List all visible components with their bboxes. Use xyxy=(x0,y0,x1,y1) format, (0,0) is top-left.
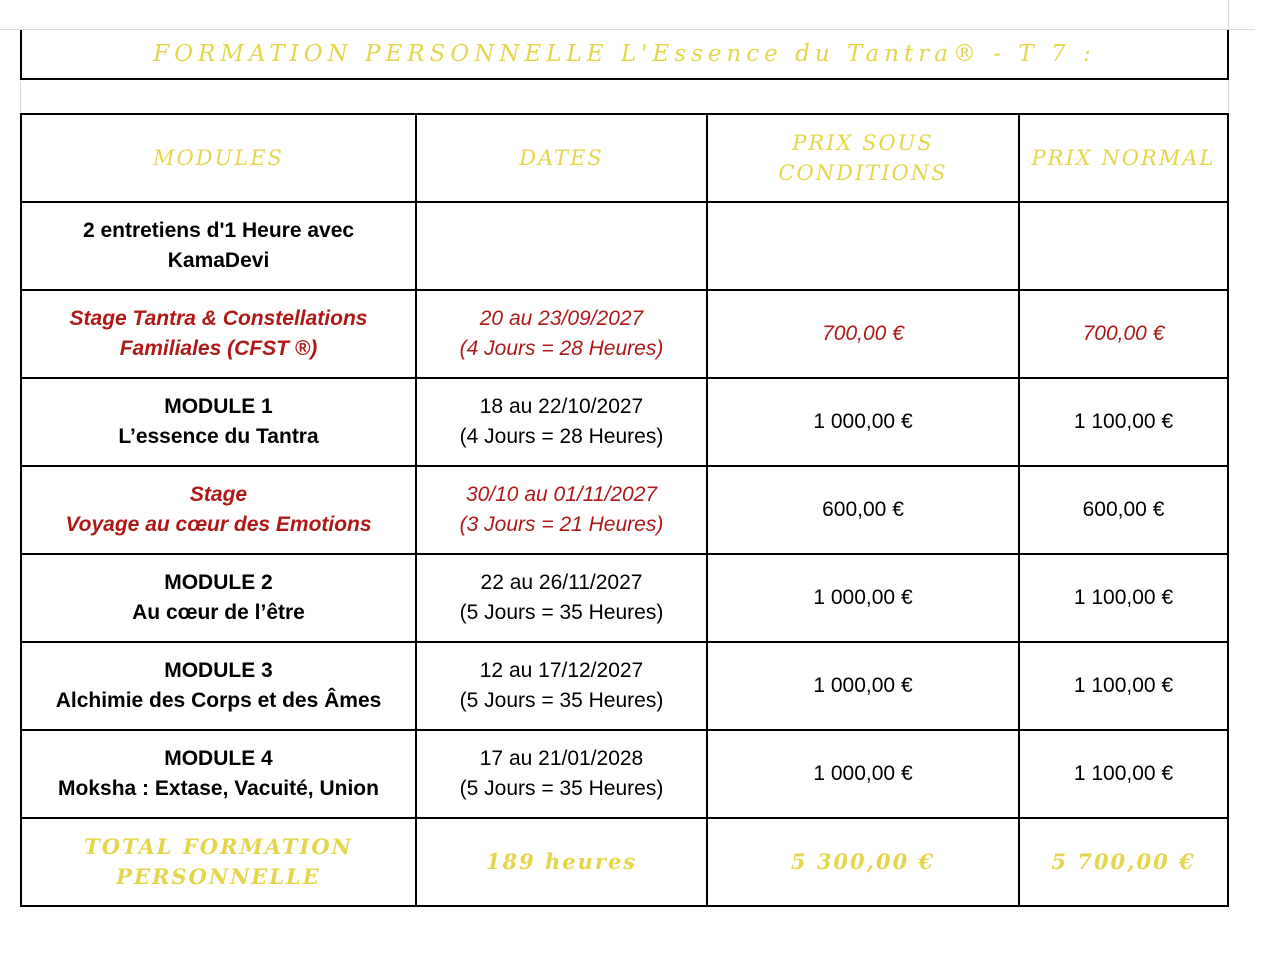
dates-line1: 20 au 23/09/2027 xyxy=(479,307,644,330)
module-line2: Alchimie des Corps et des Âmes xyxy=(55,689,382,712)
module-cell xyxy=(21,202,416,290)
header-prix-normal: PRIX NORMAL xyxy=(1019,114,1228,202)
dates-line2: (5 Jours = 35 Heures) xyxy=(459,601,664,624)
module-cell xyxy=(21,554,416,642)
total-label-line1: TOTAL FORMATION xyxy=(84,834,353,859)
table-row xyxy=(21,290,1228,378)
module-cell xyxy=(21,730,416,818)
prix-conditions-cell: 600,00 € xyxy=(707,466,1019,554)
dates-line1: 22 au 26/11/2027 xyxy=(480,571,643,594)
module-cell xyxy=(21,290,416,378)
dates-cell xyxy=(416,554,707,642)
module-line1: MODULE 2 xyxy=(164,571,273,594)
module-line1: Stage Tantra & Constellations xyxy=(69,307,368,330)
module-line2: KamaDevi xyxy=(167,249,270,272)
table-header-row xyxy=(21,114,1228,202)
prix-conditions-cell: 1 000,00 € xyxy=(707,378,1019,466)
total-label-cell xyxy=(21,818,416,906)
pricing-table xyxy=(20,113,1229,907)
prix-conditions-cell: 1 000,00 € xyxy=(707,642,1019,730)
prix-normal-cell: 1 100,00 € xyxy=(1019,554,1228,642)
prix-conditions-cell: 700,00 € xyxy=(707,290,1019,378)
table-row xyxy=(21,642,1228,730)
prix-normal-cell: 1 100,00 € xyxy=(1019,730,1228,818)
dates-cell xyxy=(416,290,707,378)
module-cell xyxy=(21,642,416,730)
module-line1: 2 entretiens d'1 Heure avec xyxy=(82,219,355,242)
module-line2: Voyage au cœur des Emotions xyxy=(65,513,372,536)
dates-line2: (5 Jours = 35 Heures) xyxy=(459,689,664,712)
dates-line1: 18 au 22/10/2027 xyxy=(479,395,644,418)
total-hours: 189 heures xyxy=(416,818,707,906)
dates-line2: (4 Jours = 28 Heures) xyxy=(459,337,664,360)
module-line1: MODULE 4 xyxy=(164,747,273,770)
prix-conditions-cell: 1 000,00 € xyxy=(707,554,1019,642)
total-prix-normal: 5 700,00 € xyxy=(1019,818,1228,906)
total-label-line2: PERSONNELLE xyxy=(116,864,321,889)
module-line2: L’essence du Tantra xyxy=(118,425,319,448)
module-line1: MODULE 3 xyxy=(164,659,273,682)
module-line2: Moksha : Extase, Vacuité, Union xyxy=(58,777,379,800)
table-row xyxy=(21,202,1228,290)
total-prix-conditions: 5 300,00 € xyxy=(707,818,1019,906)
dates-line1: 17 au 21/01/2028 xyxy=(479,747,644,770)
table-row xyxy=(21,554,1228,642)
table-row xyxy=(21,466,1228,554)
total-row xyxy=(21,818,1228,906)
table-row xyxy=(21,378,1228,466)
module-line1: MODULE 1 xyxy=(164,395,273,418)
header-dates: DATES xyxy=(416,114,707,202)
dates-cell xyxy=(416,202,707,290)
module-cell xyxy=(21,378,416,466)
prix-normal-cell: 600,00 € xyxy=(1019,466,1228,554)
dates-cell xyxy=(416,466,707,554)
prix-conditions-cell xyxy=(707,202,1019,290)
prix-normal-cell xyxy=(1019,202,1228,290)
dates-line2: (5 Jours = 35 Heures) xyxy=(459,777,664,800)
module-cell xyxy=(21,466,416,554)
dates-cell xyxy=(416,642,707,730)
dates-cell xyxy=(416,730,707,818)
spacer-row xyxy=(20,82,1228,112)
prix-normal-cell: 1 100,00 € xyxy=(1019,378,1228,466)
dates-line1: 30/10 au 01/11/2027 xyxy=(465,483,658,506)
module-line2: Au cœur de l’être xyxy=(132,601,305,624)
dates-line2: (4 Jours = 28 Heures) xyxy=(459,425,664,448)
document-title-box xyxy=(20,30,1229,80)
header-modules: MODULES xyxy=(21,114,416,202)
prix-normal-cell: 700,00 € xyxy=(1019,290,1228,378)
prix-conditions-cell: 1 000,00 € xyxy=(707,730,1019,818)
prix-normal-cell: 1 100,00 € xyxy=(1019,642,1228,730)
module-line2: Familiales (CFST ®) xyxy=(119,337,318,360)
header-prix-conditions: PRIX SOUS CONDITIONS xyxy=(707,114,1019,202)
module-line1: Stage xyxy=(189,483,248,506)
document-title: FORMATION PERSONNELLE L'Essence du Tantra® - T 7 : xyxy=(153,41,1096,67)
dates-line1: 12 au 17/12/2027 xyxy=(479,659,644,682)
dates-line2: (3 Jours = 21 Heures) xyxy=(459,513,664,536)
table-row xyxy=(21,730,1228,818)
dates-cell xyxy=(416,378,707,466)
